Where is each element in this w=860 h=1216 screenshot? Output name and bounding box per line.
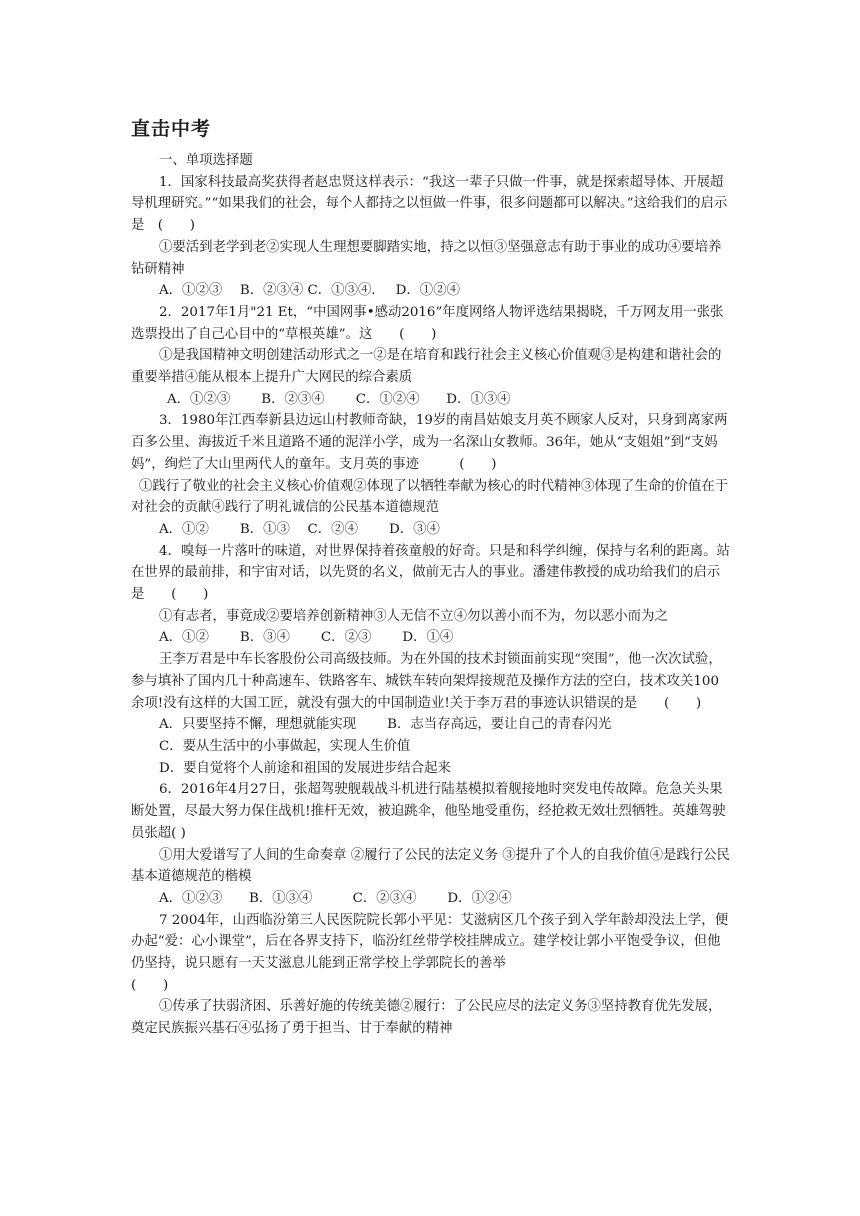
- question-6-items: ①用大爱谱写了人间的生命奏章 ②履行了公民的法定义务 ③提升了个人的自我价值④是践行公民基本道德规范的楷模: [131, 847, 730, 885]
- question-5-option-a-b: A．只要坚持不懈，理想就能实现 B．志当存高远，要让自己的青春闪光: [159, 717, 612, 733]
- question-3-options: A．①② B．①③ C．②④ D．③④: [159, 521, 440, 537]
- question-3-stem: 3．1980年江西奉新县边远山村教师奇缺，19岁的南昌姑娘支月英不顾家人反对，只身到离家两百多公里、海拔近千米且道路不通的泥洋小学，成为一名深山女教师。36年，她从“支姐姐”到“支妈妈”，绚烂了大山里两代人的童年。支月英的事迹 ( ): [131, 413, 728, 472]
- question-6-options: A．①②③ B．①③④ C．②③④ D．①②④: [159, 890, 512, 906]
- question-4-options: A．①② B．③④ C．②③ D．①④: [159, 630, 454, 646]
- question-5-option-c: C．要从生活中的小事做起，实现人生价值: [159, 738, 411, 754]
- question-1-stem: 1．国家科技最高奖获得者赵忠贤这样表示：“我这一辈子只做一件事，就是探索超导体、开展超导机理研究。”“如果我们的社会，每个人都持之以恒做一件事，很多问题都可以解决。”这给我们的启示是 ( ): [131, 174, 728, 234]
- question-2-items: ①是我国精神文明创建活动形式之一②是在培育和践行社会主义核心价值观③是构建和谐社会的重要举措④能从根本上提升广大网民的综合素质: [131, 348, 722, 386]
- question-7-answer-parens: ( ): [131, 977, 169, 993]
- page-title: 直击中考: [131, 118, 212, 140]
- question-7-items: ①传承了扶弱济困、乐善好施的传统美德②履行：了公民应尽的法定义务③坚持教育优先发展，奠定民族振兴基石④弘扬了勇于担当、甘于奉献的精神: [131, 999, 722, 1037]
- question-1-options: A．①②③ B．②③④ C．①③④． D．①②④: [159, 283, 460, 299]
- question-1-items: ①要活到老学到老②实现人生理想要脚踏实地，持之以恒③坚强意志有助于事业的成功④要培养钻研精神: [131, 239, 722, 277]
- document-body: [131, 150, 731, 1040]
- question-4-stem: 4．嗅每一片落叶的味道，对世界保持着孩童般的好奇。只是和科学纠缠，保持与名利的距离。站在世界的最前排，和宇宙对话，以先贤的名义，做前无古人的事业。潘建伟教授的成功给我们的启示是 ( ): [131, 543, 730, 603]
- question-3-items: ①践行了敬业的社会主义核心价值观②体现了以牺牲奉献为核心的时代精神③体现了生命的价值在于对社会的贡献④践行了明礼诚信的公民基本道德规范: [131, 478, 729, 516]
- question-5-option-d: D．要自觉将个人前途和祖国的发展进步结合起来: [159, 760, 451, 776]
- question-7-stem: 7 2004年，山西临汾第三人民医院院长郭小平见：艾滋病区几个孩子到入学年龄却没法上学，便办起“爱：心小课堂”，后在各界支持下，临汾红丝带学校挂牌成立。建学校让郭小平饱受争议，但他仍坚持，说只愿有一天艾滋息儿能到正常学校上学郭院长的善举: [131, 912, 729, 972]
- section-heading: 一、单项选择题: [159, 153, 253, 168]
- question-4-items: ①有志者，事竟成②要培养创新精神③人无信不立④勿以善小而不为，勿以恶小而为之: [159, 608, 668, 624]
- question-2-options: A．①②③ B．②③④ C．①②④ D．①③④: [167, 391, 511, 407]
- question-6-stem: 6．2016年4月27日，张超驾驶舰载战斗机进行陆基模拟着舰接地时突发电传故障。危急关头果断处置，尽最大努力保住战机!推杆无效，被迫跳伞，他坠地受重伤，经抢救无效壮烈牺牲。英雄驾驶员张超( ): [131, 782, 726, 841]
- question-2-stem: 2．2017年1月"21 Et，“中国网事•感动2016”年度网络人物评选结果揭晓，千万网友用一张张选票投出了自己心目中的“草根英雄”。这 ( ): [131, 304, 724, 342]
- question-5-stem: 王李万君是中车长客股份公司高级技师。为在外国的技术封锁面前实现“突围”，他一次次试验，参与填补了国内几十种高速车、铁路客车、城铁车转向架焊接规范及操作方法的空白，技术攻关100余项!没有这样的大国工匠，就没有强大的中国制造业!关于李万君的事迹认识错误的是 ( ): [131, 652, 722, 711]
